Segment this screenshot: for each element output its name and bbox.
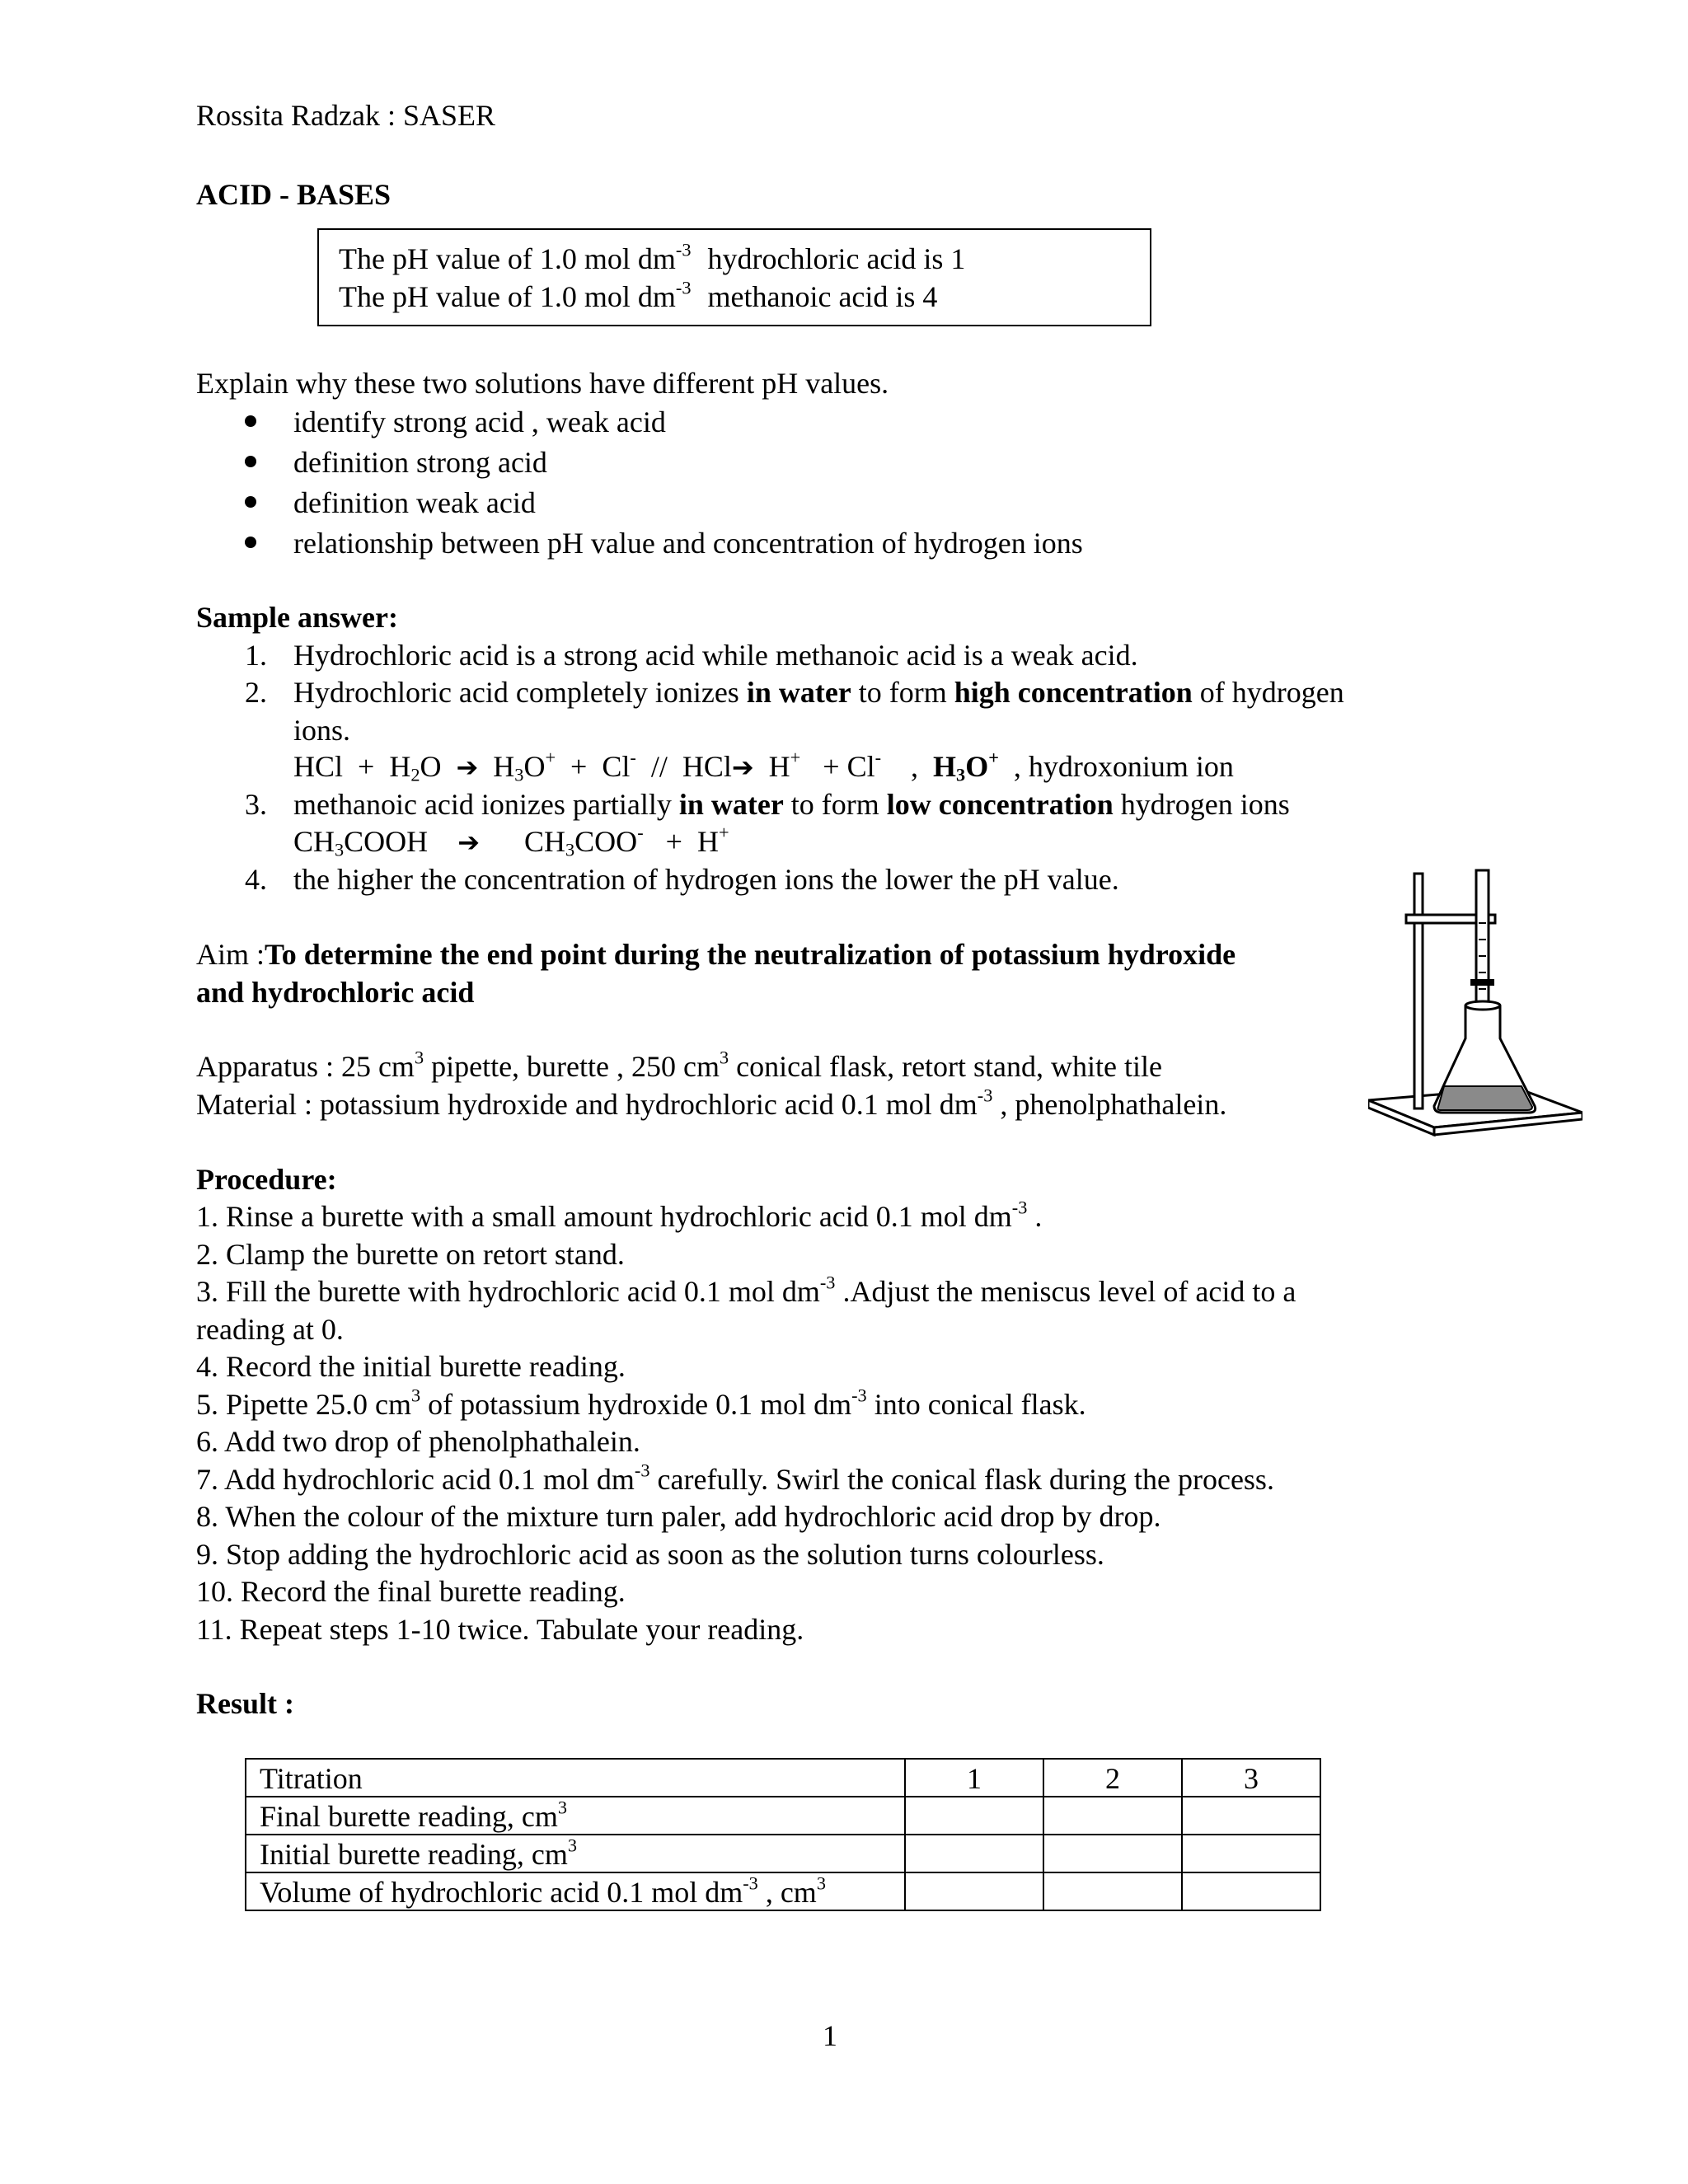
table-row bbox=[246, 1835, 1320, 1872]
procedure-step-cont: reading at 0. bbox=[196, 1313, 344, 1346]
answer-number: 3. bbox=[245, 788, 267, 821]
procedure-step: 4. Record the initial burette reading. bbox=[196, 1350, 626, 1383]
answer-3: methanoic acid ionizes partially in water to form low concentration hydrogen ions bbox=[293, 788, 1290, 821]
answer-number: 4. bbox=[245, 863, 267, 896]
answer-2: Hydrochloric acid completely ionizes in water to form high concentration of hydrogen bbox=[293, 676, 1344, 709]
question: Explain why these two solutions have different pH values. bbox=[196, 367, 889, 400]
procedure-step: 8. When the colour of the mixture turn paler, add hydrochloric acid drop by drop. bbox=[196, 1500, 1161, 1533]
apparatus: Apparatus : 25 $cm^3$ pipette, burette , 250 $cm^3$ conical flask, retort stand, white tile bbox=[196, 1047, 1162, 1083]
equation-hcl-ionization: HCl + $H_2O$ ➔ $H_3O^+ + Cl^-$ // HCl➔ H+ + Cl- , $H_3O^+$ , hydroxonium ion bbox=[293, 747, 1234, 785]
procedure-step: 9. Stop adding the hydrochloric acid as soon as the solution turns colourless. bbox=[196, 1538, 1104, 1571]
table-cell bbox=[1043, 1835, 1182, 1872]
bullet-item: definition weak acid bbox=[293, 486, 536, 519]
table-cell bbox=[905, 1872, 1043, 1910]
bullet-icon bbox=[245, 415, 256, 427]
arrow-right-icon: ➔ bbox=[457, 827, 480, 858]
bullet-item: identify strong acid , weak acid bbox=[293, 405, 666, 438]
table-row bbox=[246, 1797, 1320, 1835]
table-row-label: Initial burette reading, $cm^3$ bbox=[246, 1835, 905, 1872]
answer-4: the higher the concentration of hydrogen ions the lower the pH value. bbox=[293, 863, 1119, 896]
arrow-right-icon: ➔ bbox=[456, 752, 479, 783]
arrow-right-icon: ➔ bbox=[731, 752, 754, 783]
titration-result-table bbox=[245, 1758, 1321, 1911]
result-heading: Result : bbox=[196, 1687, 294, 1720]
procedure-step: 1. Rinse a burette with a small amount hydrochloric acid 0.1 mol $dm^{-3}$ . bbox=[196, 1197, 1043, 1233]
bullet-icon bbox=[245, 456, 256, 467]
table-cell bbox=[1043, 1872, 1182, 1910]
procedure-step: 6. Add two drop of phenolphathalein. bbox=[196, 1425, 640, 1458]
answer-number: 1. bbox=[245, 639, 267, 672]
table-row-label: Final burette reading, $cm^3$ bbox=[246, 1797, 905, 1835]
procedure-step: 2. Clamp the burette on retort stand. bbox=[196, 1238, 625, 1271]
page-header: Rossita Radzak : SASER bbox=[196, 99, 496, 132]
table-header-cell: 2 bbox=[1043, 1759, 1182, 1797]
answer-1: Hydrochloric acid is a strong acid while methanoic acid is a weak acid. bbox=[293, 639, 1138, 672]
table-cell bbox=[1182, 1797, 1320, 1835]
procedure-step: 5. Pipette 25.0 $cm^3$ of potassium hydroxide 0.1 mol $dm^{-3}$ into conical flask. bbox=[196, 1385, 1086, 1421]
retort-rod bbox=[1414, 874, 1423, 1108]
table-cell bbox=[905, 1797, 1043, 1835]
page-title: ACID - BASES bbox=[196, 178, 392, 211]
table-row bbox=[246, 1759, 1320, 1797]
sample-answer-heading: Sample answer: bbox=[196, 601, 398, 634]
answer-number: 2. bbox=[245, 676, 267, 709]
page-number: 1 bbox=[823, 2019, 837, 2052]
table-header-cell: 1 bbox=[905, 1759, 1043, 1797]
procedure-step: 10. Record the final burette reading. bbox=[196, 1575, 626, 1608]
procedure-step: 3. Fill the burette with hydrochloric acid 0.1 mol $dm^{-3}$ .Adjust the meniscus level of acid to a bbox=[196, 1272, 1296, 1308]
table-cell bbox=[1043, 1797, 1182, 1835]
material: Material : potassium hydroxide and hydrochloric acid 0.1 mol $dm^{-3}$ , phenolphathalein. bbox=[196, 1085, 1227, 1121]
procedure-step: 11. Repeat steps 1-10 twice. Tabulate your reading. bbox=[196, 1613, 804, 1646]
procedure-step: 7. Add hydrochloric acid 0.1 mol $dm^{-3}$ carefully. Swirl the conical flask during the process. bbox=[196, 1460, 1274, 1496]
equation-methanoic-ionization: $CH_3COOH$ ➔ $CH_3COO^-$ + H+ bbox=[293, 822, 729, 860]
aim: Aim :To determine the end point during the neutralization of potassium hydroxide bbox=[196, 938, 1236, 971]
table-cell bbox=[1182, 1872, 1320, 1910]
bullet-item: definition strong acid bbox=[293, 446, 547, 479]
bullet-icon bbox=[245, 537, 256, 548]
table-header-cell: 3 bbox=[1182, 1759, 1320, 1797]
table-header-cell: Titration bbox=[246, 1759, 905, 1797]
ph-box-line-1: The pH value of 1.0 mol $dm^{-3}$ hydrochloric acid is 1 bbox=[339, 239, 966, 275]
titration-apparatus-illustration bbox=[1368, 865, 1582, 1141]
table-cell bbox=[905, 1835, 1043, 1872]
procedure-heading: Procedure: bbox=[196, 1163, 337, 1196]
flask-solution bbox=[1437, 1086, 1532, 1110]
table-row bbox=[246, 1872, 1320, 1910]
ph-box-line-2: The pH value of 1.0 mol $dm^{-3}$ methanoic acid is 4 bbox=[339, 277, 938, 313]
bullet-item: relationship between pH value and concentration of hydrogen ions bbox=[293, 527, 1083, 560]
answer-2-cont: ions. bbox=[293, 714, 351, 747]
table-row-label: Volume of hydrochloric acid 0.1 mol $dm^{-3}$ , $cm^3$ bbox=[246, 1872, 905, 1910]
aim-cont: and hydrochloric acid bbox=[196, 976, 475, 1009]
table-cell bbox=[1182, 1835, 1320, 1872]
bullet-icon bbox=[245, 496, 256, 508]
